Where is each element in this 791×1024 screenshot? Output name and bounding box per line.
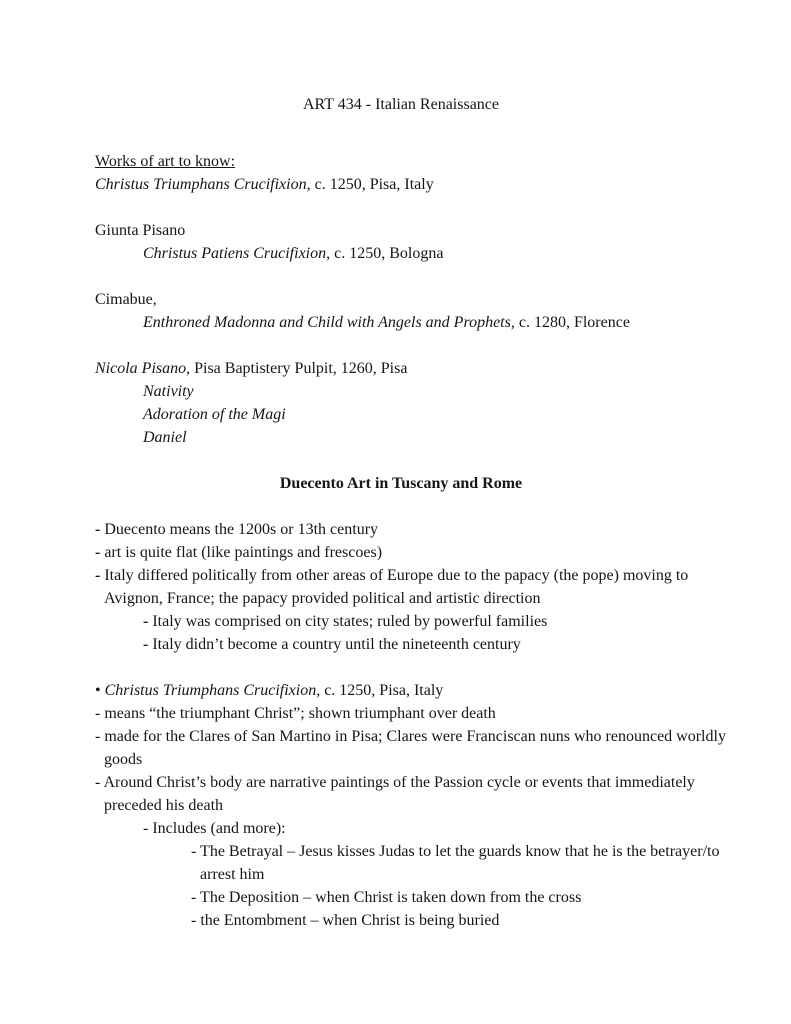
text-segment: art is quite flat (like paintings and frescoes)	[104, 544, 383, 561]
text-segment: - means “the triumphant Christ”; shown triumphant over death	[95, 705, 496, 722]
blank-line	[95, 265, 707, 288]
text-segment: - Includes (and more):	[143, 820, 286, 837]
text-segment: , c. 1250, Bologna	[326, 245, 444, 262]
note-line	[95, 518, 707, 541]
note-line	[95, 702, 707, 725]
text-segment: Duecento Art in Tuscany and Rome	[279, 475, 523, 492]
note-continuation	[95, 794, 707, 817]
text-segment: Italy was comprised on city states; ruled by powerful families	[152, 613, 548, 630]
text-segment: Nicola Pisano	[95, 360, 187, 377]
work-entry	[95, 311, 707, 334]
section-heading	[95, 472, 707, 495]
blank-line	[95, 334, 707, 357]
text-segment: Cimabue,	[95, 291, 157, 308]
text-segment: •	[95, 682, 105, 699]
text-segment: Daniel	[143, 429, 187, 446]
note-line	[95, 725, 726, 748]
text-segment: Avignon, France; the papacy provided political and artistic direction	[104, 590, 541, 607]
text-segment: Duecento means the 1200s or 13th century	[104, 521, 379, 538]
text-segment: , c. 1250, Pisa, Italy	[316, 682, 444, 699]
text-segment: , c. 1280, Florence	[510, 314, 630, 331]
artist-name	[95, 288, 707, 311]
blank-line	[95, 116, 707, 150]
blank-line	[95, 495, 707, 518]
note-continuation	[95, 863, 707, 886]
text-segment: - The Deposition – when Christ is taken down from the cross	[191, 889, 582, 906]
text-segment: - the Entombment – when Christ is being buried	[191, 912, 500, 929]
works-list-header	[95, 150, 707, 173]
note-line	[95, 909, 707, 932]
note-line	[95, 541, 707, 564]
blank-line	[95, 449, 707, 472]
artist-name	[95, 219, 707, 242]
text-segment: Italy differed politically from other areas of Europe due to the papacy (the pope) moving to	[104, 567, 689, 584]
document-body	[95, 93, 726, 932]
note-continuation	[95, 587, 707, 610]
text-segment: , c. 1250, Pisa, Italy	[306, 176, 434, 193]
blank-line	[95, 196, 707, 219]
work-entry	[95, 380, 707, 403]
blank-line	[95, 656, 707, 679]
text-segment: , Pisa Baptistery Pulpit, 1260, Pisa	[186, 360, 408, 377]
text-segment: -	[143, 636, 153, 653]
text-segment: ART 434 - Italian Renaissance	[302, 96, 500, 113]
note-line	[95, 564, 707, 587]
text-segment: Works of art to know:	[95, 153, 236, 170]
text-segment: Christus Patiens Crucifixion	[143, 245, 327, 262]
note-line	[95, 633, 707, 656]
text-segment: -	[95, 567, 105, 584]
note-line	[95, 679, 707, 702]
note-line	[95, 771, 707, 794]
text-segment: Giunta Pisano	[95, 222, 186, 239]
text-segment: Italy didn’t become a country until the nineteenth century	[152, 636, 521, 653]
work-entry	[95, 426, 707, 449]
note-line	[95, 840, 720, 863]
text-segment: -	[95, 544, 105, 561]
text-segment: goods	[104, 751, 143, 768]
work-entry	[95, 242, 707, 265]
note-continuation	[95, 748, 707, 771]
work-entry	[95, 403, 707, 426]
text-segment: preceded his death	[104, 797, 224, 814]
text-segment: Adoration of the Magi	[143, 406, 286, 423]
text-segment: - made for the Clares of San Martino in Pisa; Clares were Franciscan nuns who renounced worldly	[95, 728, 726, 745]
note-line	[95, 610, 707, 633]
text-segment: Enthroned Madonna and Child with Angels and Prophets	[143, 314, 511, 331]
work-entry	[95, 173, 707, 196]
course-title	[95, 93, 707, 116]
text-segment: arrest him	[200, 866, 265, 883]
note-line	[95, 817, 707, 840]
note-line	[95, 886, 707, 909]
text-segment: -	[143, 613, 153, 630]
text-segment: Christus Triumphans Crucifixion	[95, 176, 307, 193]
text-segment: Nativity	[143, 383, 194, 400]
text-segment: - Around Christ’s body are narrative paintings of the Passion cycle or events that immediately	[95, 774, 695, 791]
text-segment: - The Betrayal – Jesus kisses Judas to let the guards know that he is the betrayer/to	[191, 843, 720, 860]
work-entry	[95, 357, 707, 380]
text-segment: -	[95, 521, 105, 538]
text-segment: Christus Triumphans Crucifixion	[104, 682, 317, 699]
